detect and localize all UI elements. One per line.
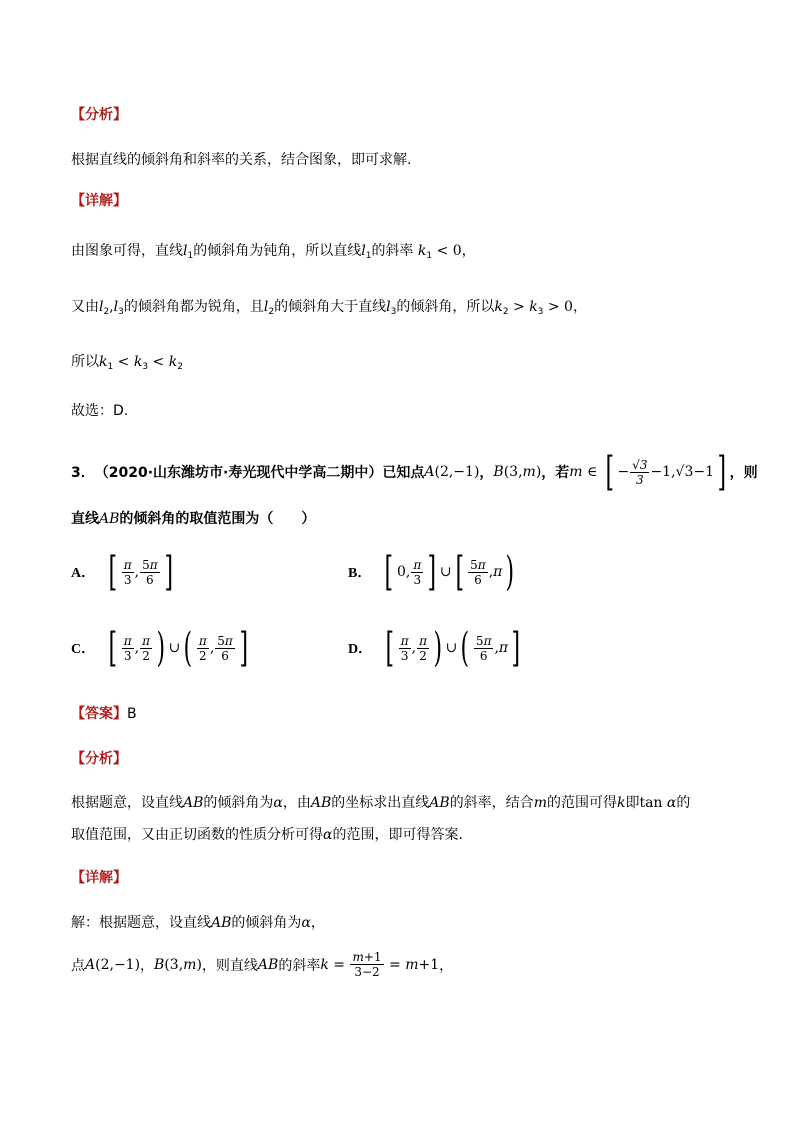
analysis-text: 根据直线的倾斜角和斜率的关系，结合图象，即可求解. — [71, 152, 412, 168]
detail-line-2: 又由$l_2,l_3$的倾斜角都为锐角，且$l_2$的倾斜角大于直线$l_3$的倾斜角，所以$k_2 > k_3 > 0$， — [71, 299, 587, 317]
answer-line: 【答案】B — [71, 706, 137, 722]
answer-detail-heading: 【详解】 — [71, 870, 127, 886]
detail-line-1: 由图象可得，直线$l_1$的倾斜角为钝角，所以直线$l_1$的斜率 $k_1 < 0$， — [71, 243, 476, 261]
analysis-heading: 【分析】 — [71, 107, 127, 123]
detail-heading: 【详解】 — [71, 193, 127, 209]
question-line-2: 直线AB的倾斜角的取值范围为（ ） — [71, 511, 316, 527]
option-a[interactable]: A． [ $\frac{\pi}{3}$ , $\frac{5\pi}{6}$ ] — [71, 549, 173, 595]
option-c[interactable]: C． [ $\frac{\pi}{3}$ , $\frac{\pi}{2}$ ) ∪ ( $\frac{\pi}{2}$ , $\frac{5\pi}{6}$ ] — [71, 625, 248, 671]
answer-analysis-heading: 【分析】 — [71, 751, 127, 767]
question-line-1: 3． （2020·山东潍坊市·寿光现代中学高二期中） 已知点 A (2,−1) ， B (3, m ) ，若 m ∈ [ − $\frac{√3}{3}$ −1,√3−1 ] ，则 — [71, 449, 758, 495]
option-d[interactable]: D． [ $\frac{\pi}{3}$ , $\frac{\pi}{2}$ ) ∪ ( $\frac{5\pi}{6}$ , π ] — [348, 625, 521, 671]
answer-detail-line-2: 点 A (2,−1) ， B (3, m ) ，则直线 AB 的斜率 k = $\frac{m+1}{3-2}$ = m +1 ， — [71, 950, 454, 979]
answer-analysis-line-2: 取值范围，又由正切函数的性质分析可得α的范围，即可得答案. — [71, 827, 463, 843]
option-b[interactable]: B． [ 0, $\frac{\pi}{3}$ ] ∪ [ $\frac{5\pi}{6}$ , π ) — [348, 549, 515, 595]
detail-line-3: 所以$k_1 < k_3 < k_2$ — [71, 354, 183, 372]
answer-detail-line-1: 解：根据题意，设直线AB的倾斜角为α， — [71, 915, 325, 931]
choice-text: 故选：D. — [71, 403, 129, 419]
answer-analysis-line-1: 根据题意，设直线AB的倾斜角为α，由AB的坐标求出直线AB的斜率，结合m的范围可得k即tan α的 — [71, 795, 691, 811]
